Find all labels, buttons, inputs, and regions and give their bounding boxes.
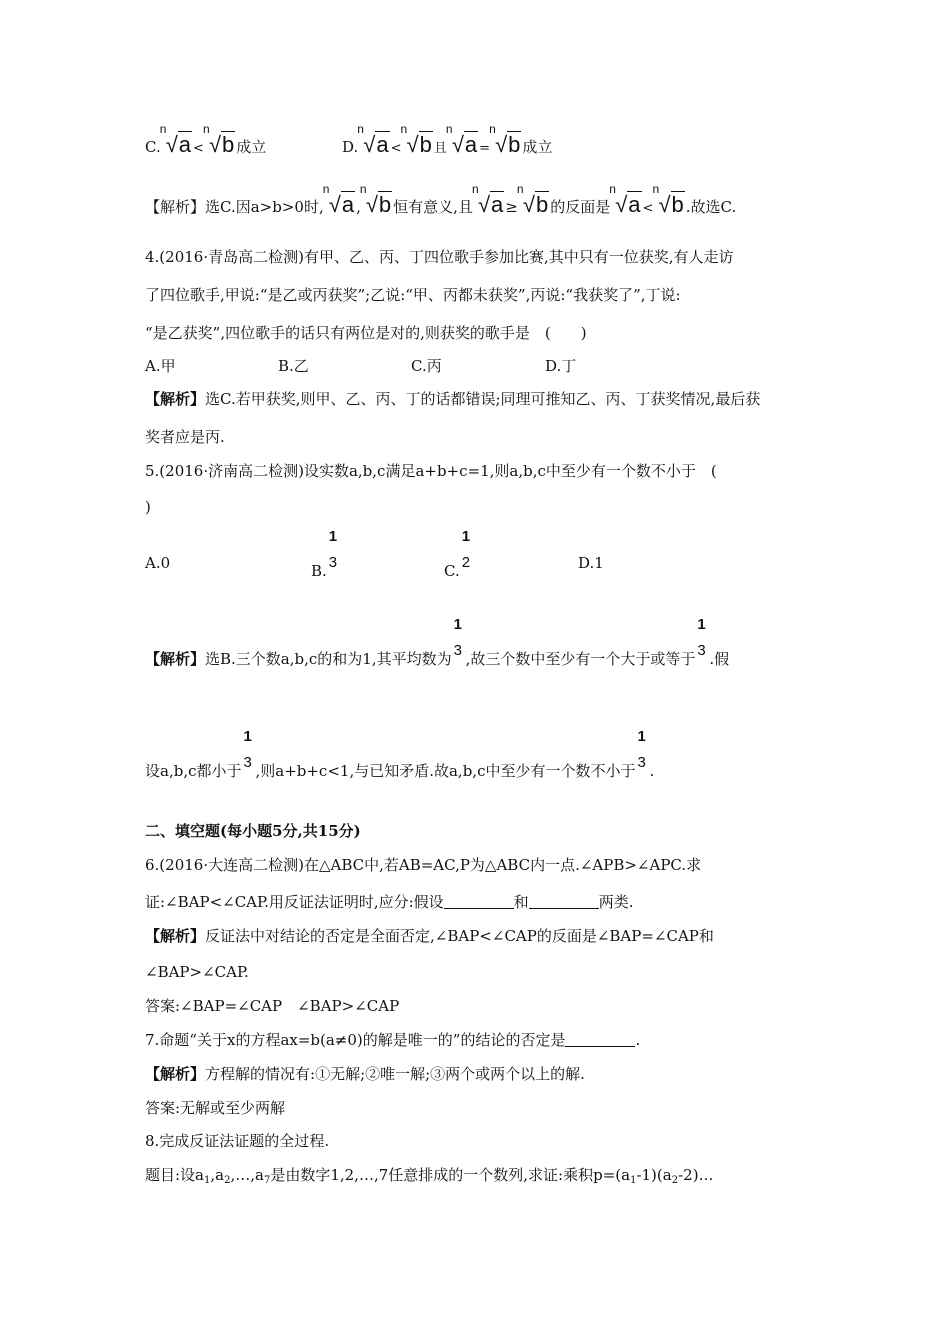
fraction-one-third: 1 3 xyxy=(243,728,252,771)
q6-line-2: 证:∠BAP<∠CAP.用反证法证明时,应分:假设 和 两类. xyxy=(145,893,634,911)
nth-root-a: n √a xyxy=(445,122,478,157)
q4-option-b: B.乙 xyxy=(278,357,309,375)
fraction-one-third: 1 3 xyxy=(697,616,706,659)
q8-line-2: 题目:设$a_1,a_2,\dots,a_7$是由数字1,2,…,7任意排成的一个数列,求证:乘积$p=(a_1-1)(a_2-2)\dots$ xyxy=(145,1166,714,1186)
answer-blank xyxy=(444,892,514,909)
q4-option-a: A.甲 xyxy=(145,357,176,375)
section-heading-fill-in: 二、填空题(每小题5分,共15分) xyxy=(145,822,361,840)
nth-root-a: n √a xyxy=(609,182,641,217)
answer-blank xyxy=(529,892,599,909)
nth-root-b: n √b xyxy=(359,182,392,217)
analysis-q4-line-2: 奖者应是丙. xyxy=(145,428,225,446)
analysis-q5-line-1: 【解析】选B.三个数a,b,c的和为1,其平均数为 1 3 ,故三个数中至少有一个大于或等于 1 3 .假 xyxy=(145,616,730,668)
answer-q6: 答案:∠BAP=∠CAP ∠BAP>∠CAP xyxy=(145,997,400,1015)
analysis-q7: 【解析】方程解的情况有:①无解;②唯一解;③两个或两个以上的解. xyxy=(145,1065,585,1083)
q5-option-d: D.1 xyxy=(578,554,604,572)
nth-root-a: n √a xyxy=(322,182,355,217)
nth-root-a: n √a xyxy=(357,122,389,157)
q4-line-2: 了四位歌手,甲说:“是乙或丙获奖”;乙说:“甲、丙都未获奖”,丙说:“我获奖了”,丁说: xyxy=(145,286,681,304)
q4-line-1: 4.(2016·青岛高二检测)有甲、乙、丙、丁四位歌手参加比赛,其中只有一位获奖,有人走访 xyxy=(145,248,734,266)
nth-root-b: n √b xyxy=(400,122,432,157)
fraction-one-third: 1 3 xyxy=(453,616,462,659)
analysis-q4-line-1: 【解析】选C.若甲获奖,则甲、乙、丙、丁的话都错误;同理可推知乙、丙、丁获奖情况,最后获 xyxy=(145,390,761,408)
analysis-q6-line-2: ∠BAP>∠CAP. xyxy=(145,963,249,981)
nth-root-a: n √a xyxy=(471,182,504,217)
nth-root-b: n √b xyxy=(202,122,235,157)
fraction-one-third: 1 3 xyxy=(637,728,646,771)
analysis-q5-line-2: 设a,b,c都小于 1 3 ,则a+b+c<1,与已知矛盾.故a,b,c中至少有一个数不小于 1 3 . xyxy=(145,728,655,780)
q4-option-d: D.丁 xyxy=(545,357,577,375)
answer-q7: 答案:无解或至少两解 xyxy=(145,1099,286,1117)
q5-line-1: 5.(2016·济南高二检测)设实数a,b,c满足a+b+c=1,则a,b,c中至少有一个数不小于 ( xyxy=(145,462,717,480)
q4-line-3: “是乙获奖”,四位歌手的话只有两位是对的,则获奖的歌手是 ( ) xyxy=(145,324,587,342)
nth-root-b: n √b xyxy=(652,182,684,217)
answer-blank xyxy=(565,1030,635,1047)
q5-option-b: B. 1 3 xyxy=(311,554,341,580)
fraction-one-third: 1 3 xyxy=(328,528,338,571)
nth-root-b: n √b xyxy=(516,182,549,217)
q7-line: 7.命题“关于x的方程ax=b(a≠0)的解是唯一的”的结论的否定是 . xyxy=(145,1031,641,1049)
q6-line-1: 6.(2016·大连高二检测)在△ABC中,若AB=AC,P为△ABC内一点.∠APB>∠APC.求 xyxy=(145,856,702,874)
analysis-q3: 【解析】选C.因a>b>0时, n √a , n √b 恒有意义,且 n √a ≥ n √b 的反面是 n √a < n √b .故选C. xyxy=(145,182,737,217)
nth-root-a: n √a xyxy=(159,122,192,157)
option-d: D. n √a < n √b 且 n √a = n √b 成立 xyxy=(342,122,553,157)
q5-option-a: A.0 xyxy=(145,554,171,572)
fraction-one-half: 1 2 xyxy=(461,528,471,571)
q8-line-1: 8.完成反证法证题的全过程. xyxy=(145,1132,330,1150)
q5-line-2: ) xyxy=(145,498,151,516)
q5-option-c: C. 1 2 xyxy=(444,554,474,580)
analysis-q6-line-1: 【解析】反证法中对结论的否定是全面否定,∠BAP<∠CAP的反面是∠BAP=∠CAP和 xyxy=(145,927,714,945)
option-c: C. n √a < n √b 成立 xyxy=(145,122,267,157)
q4-option-c: C.丙 xyxy=(411,357,442,375)
nth-root-b: n √b xyxy=(489,122,521,157)
